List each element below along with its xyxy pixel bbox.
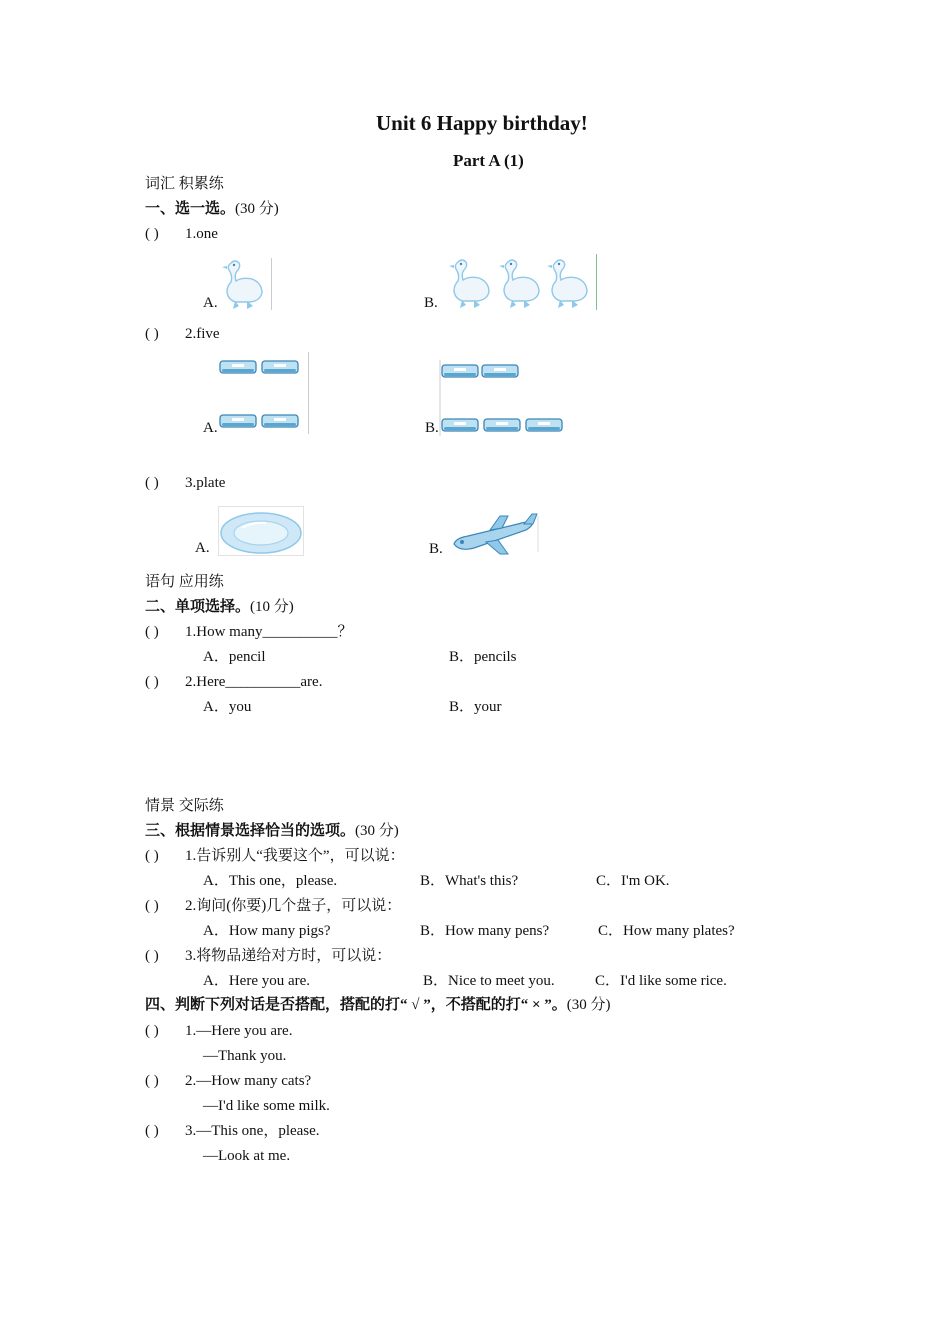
page-subtitle: Part A (1) — [453, 151, 524, 170]
answer-bracket[interactable]: ( ) — [145, 475, 159, 491]
question-text: 3.将物品递给对方时，可以说： — [185, 948, 392, 964]
option-b: B．How many pens? — [420, 923, 550, 939]
answer-bracket[interactable]: ( ) — [145, 1023, 159, 1039]
dialogue-reply: —Thank you. — [203, 1048, 287, 1064]
answer-bracket[interactable]: ( ) — [145, 226, 159, 242]
answer-bracket[interactable]: ( ) — [145, 898, 159, 914]
airplane-picture — [450, 512, 542, 556]
option-a: A．This one，please. — [203, 873, 338, 889]
dialogue-line: 3.—This one，please. — [185, 1123, 320, 1139]
question-text: 1.告诉别人“我要这个”，可以说： — [185, 848, 405, 864]
dialogue-reply: —Look at me. — [203, 1148, 291, 1164]
question-text: 2.five — [185, 326, 220, 342]
picture-border — [596, 254, 597, 310]
dialogue-reply: —I'd like some milk. — [203, 1098, 330, 1114]
option-b: B．your — [449, 699, 502, 715]
answer-bracket[interactable]: ( ) — [145, 1073, 159, 1089]
option-b-label: B. — [425, 420, 439, 436]
answer-bracket[interactable]: ( ) — [145, 848, 159, 864]
answer-bracket[interactable]: ( ) — [145, 326, 159, 342]
option-a: A．How many pigs? — [203, 923, 331, 939]
dialogue-line: 2.—How many cats? — [185, 1073, 312, 1089]
answer-bracket[interactable]: ( ) — [145, 948, 159, 964]
option-a: A．pencil — [203, 649, 266, 665]
option-c: C．I'm OK. — [596, 873, 670, 889]
question-text: 2.询问(你要)几个盘子，可以说： — [185, 898, 402, 914]
option-a: A．Here you are. — [203, 973, 311, 989]
section-three-heading: 三、根据情景选择恰当的选项。(30 分) — [145, 823, 399, 839]
goose-picture-one — [219, 257, 273, 311]
section-two-heading: 二、单项选择。(10 分) — [145, 599, 294, 615]
question-text: 3.plate — [185, 475, 226, 491]
category-communication: 情景 交际练 — [145, 798, 224, 814]
answer-bracket[interactable]: ( ) — [145, 1123, 159, 1139]
option-b-label: B. — [429, 541, 443, 557]
page-title: Unit 6 Happy birthday! — [376, 111, 588, 135]
dialogue-line: 1.—Here you are. — [185, 1023, 293, 1039]
question-text: 1.How many__________？ — [185, 624, 353, 640]
plate-picture — [218, 506, 304, 556]
category-sentence: 语句 应用练 — [145, 574, 224, 590]
option-a-label: A. — [195, 540, 210, 556]
option-a: A．you — [203, 699, 252, 715]
answer-bracket[interactable]: ( ) — [145, 624, 159, 640]
picture-border — [271, 258, 272, 310]
question-text: 2.Here__________are. — [185, 674, 323, 690]
option-b: B．What's this? — [420, 873, 519, 889]
option-b: B．Nice to meet you. — [423, 973, 555, 989]
option-b: B．pencils — [449, 649, 517, 665]
option-c: C．I'd like some rice. — [595, 973, 727, 989]
section-one-heading: 一、选一选。(30 分) — [145, 201, 279, 217]
eraser-picture-five — [439, 360, 567, 436]
option-a-label: A. — [203, 295, 218, 311]
option-c: C．How many plates? — [598, 923, 735, 939]
option-a-label: A. — [203, 420, 218, 436]
question-text: 1.one — [185, 226, 218, 242]
category-vocabulary: 词汇 积累练 — [145, 176, 224, 192]
answer-bracket[interactable]: ( ) — [145, 674, 159, 690]
goose-picture-three — [442, 255, 598, 311]
option-b-label: B. — [424, 295, 438, 311]
eraser-picture-four — [218, 356, 308, 434]
section-four-heading: 四、判断下列对话是否搭配，搭配的打“ √ ”，不搭配的打“ × ”。(30 分) — [145, 997, 611, 1013]
picture-border — [308, 352, 309, 434]
